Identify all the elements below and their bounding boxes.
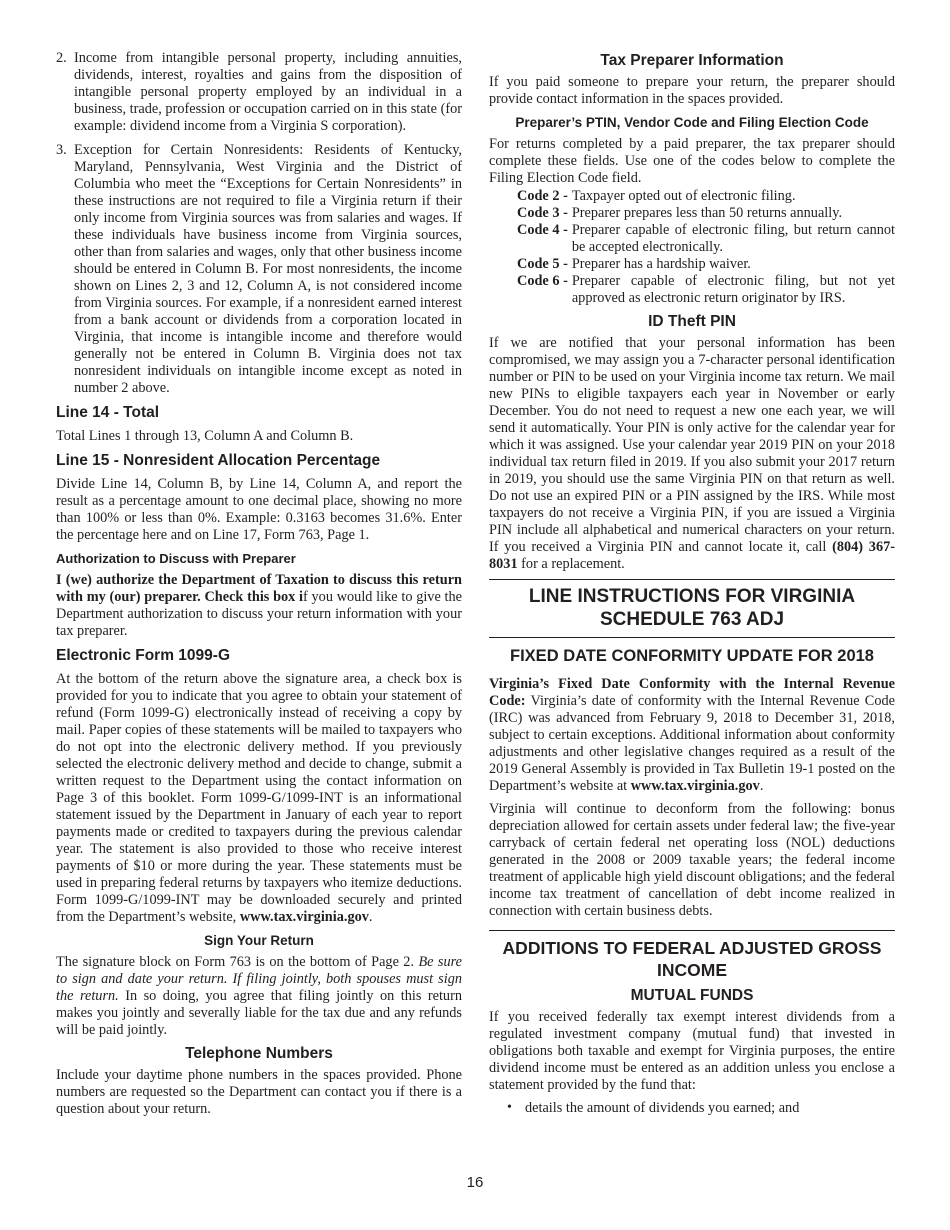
list-item-2	[56, 50, 462, 135]
idtheft-text	[489, 335, 895, 573]
conformity-bold: Virginia’s Fixed Date Conformity with the Internal Revenue Code:	[489, 676, 895, 709]
form1099g-end: .	[368, 909, 373, 925]
code-list	[517, 188, 895, 307]
idtheft-body: If we are notified that your personal information has been compromised, we may assign you a 7-character personal identification number or PIN to be used on your Virginia income tax return. We mail new PINs to eligible taxpayers each year in November or early December. You do not need to request a new one each year, we will send it automatically. Your PIN is only active for the calendar year for which it was assigned. Use your calendar year 2019 PIN on your 2018 individual tax return filed in 2019. If you also submit your 2017 return in 2019, you should use the same Virginia PIN on that return as well. Do not use an expired PIN or a PIN assigned by the IRS. While most taxpayers do not receive a Virginia PIN, if you are issued a Virginia PIN include all alphabetical and numerical characters on your return. If you received a Virginia PIN and cannot locate it, call	[489, 335, 895, 555]
preparer-heading: Tax Preparer Information	[600, 52, 784, 69]
sign-body-2: In so doing, you agree that filing jointly on this return makes you jointly and severally liable for the tax due and any refunds will be paid jointly.	[56, 988, 462, 1038]
code-item	[517, 188, 895, 205]
sign-heading: Sign Your Return	[204, 933, 314, 948]
line14-text: Total Lines 1 through 13, Column A and Column B.	[56, 428, 354, 444]
form1099g-body: At the bottom of the return above the signature area, a check box is provided for you to indicate that you agree to obtain your statement of refund (Form 1099-G) electronically instead of receiving a copy by mail. Paper copies of these statements will be mailed to taxpayers who do not opt into the electronic delivery method. If you previously selected the electronic delivery method and decide to change, submit a written request to the Department using the contact information on Page 3 of this booklet. Form 1099-G/1099-INT is an informational statement issued by the Department in January of each year to report payments made or credited to taxpayers during the previous calendar year. The statement is also provided to those who receive interest payments of $10 or more during the year. These statements must be used in preparing federal returns by taxpayers who itemize deductions. Form 1099-G/1099-INT may be downloaded securely and printed from the Department’s website,	[56, 671, 462, 925]
code-item	[517, 256, 895, 273]
conformity-body: Virginia’s date of conformity with the Internal Revenue Code (IRC) was advanced from February 9, 2018 to December 31, 2018, subject to certain exceptions. Additional information about conformity adjustments and other legislative changes required as a result of the 2019 General Assembly is provided in Tax Bulletin 19-1 posted on the Department’s website at	[489, 693, 895, 794]
sign-body-1: The signature block on Form 763 is on the bottom of Page 2.	[56, 954, 419, 970]
line15-text: Divide Line 14, Column B, by Line 14, Column A, and report the result as a percentage amount to one decimal place, showing no more than 100% or less than 0%. Example: 0.3163 becomes 31.6%. Enter the percentage here and on Line 17, Form 763, Page 1.	[56, 476, 462, 543]
code-item	[517, 222, 895, 256]
ptin-heading: Preparer’s PTIN, Vendor Code and Filing Election Code	[515, 115, 869, 130]
list-item-text: Exception for Certain Nonresidents: Residents of Kentucky, Maryland, Pennsylvania, West Virginia and the District of Columbia who meet the “Exceptions for Certain Nonresidents” in these instructions are not required to file a Virginia return if their only income from Virginia sources was from salaries and wages. If these individuals have business income from Virginia sources, other than from salaries and wages, only that other business income should be entered in Column B. For most nonresidents, the income shown on Lines 2, 3 and 12, Column A, is not considered income from Virginia sources. For example, if a nonresident earned interest from a bank account or dividends from a corporation located in Virginia, that income is intangible income and therefore would generally not be entered in Column B. Virginia does not tax nonresident individuals on intangible income except as noted in number 2 above.	[74, 142, 462, 396]
phone-number: (804) 367-8031	[489, 539, 895, 572]
ptin-text: For returns completed by a paid preparer, the tax preparer should complete these fields. Use one of the codes below to complete the Filing Election Code field.	[489, 136, 895, 186]
divider	[489, 930, 895, 931]
website-link[interactable]: www.tax.virginia.gov	[630, 778, 760, 794]
authorization-rest: f you would like to give the Department authorization to discuss your return information with your tax preparer.	[56, 589, 462, 639]
phone-text: Include your daytime phone numbers in the spaces provided. Phone numbers are requested so the Department can contact you if there is a question about your return.	[56, 1067, 462, 1117]
form1099g-text	[56, 671, 462, 926]
code-label: Code 6 -	[517, 273, 568, 289]
list-item-text: Income from intangible personal property, including annuities, dividends, interest, royalties and gains from the disposition of intangible personal property employed by an individual in a business, trade, profession or occupation carried on in this state (for example: dividend income from a Virginia S corporation).	[74, 50, 462, 134]
sign-text	[56, 954, 462, 1039]
line15-heading: Line 15 - Nonresident Allocation Percentage	[56, 452, 381, 469]
bullet-text: details the amount of dividends you earned; and	[525, 1100, 800, 1116]
page-number: 16	[466, 1174, 484, 1191]
mutual-funds-heading: MUTUAL FUNDS	[630, 987, 754, 1004]
authorization-text	[56, 572, 462, 640]
code-label: Code 3 -	[517, 205, 568, 221]
left-column	[56, 50, 462, 1124]
code-label: Code 2 -	[517, 188, 568, 204]
divider	[489, 637, 895, 638]
mutual-funds-text: If you received federally tax exempt interest dividends from a regulated investment company (mutual fund) that invested in obligations both taxable and exempt for Virginia purposes, the entire dividend income must be entered as an addition unless you enclose a statement provided by the fund that:	[489, 1009, 895, 1093]
authorization-bold: I (we) authorize the Department of Taxation to discuss this return with my (our) preparer. Check this box i	[56, 572, 462, 605]
list-item-3	[56, 142, 462, 397]
list-item	[507, 1100, 895, 1117]
website-link[interactable]: www.tax.virginia.gov	[239, 909, 369, 925]
conformity-end: .	[759, 778, 764, 794]
form1099g-heading: Electronic Form 1099-G	[56, 647, 231, 664]
code-item	[517, 205, 895, 222]
list-number: 3.	[56, 142, 67, 158]
conformity-text	[489, 676, 895, 795]
code-item	[517, 273, 895, 307]
preparer-text: If you paid someone to prepare your return, the preparer should provide contact information in the spaces provided.	[489, 74, 895, 107]
line14-heading: Line 14 - Total	[56, 404, 160, 421]
schedule-title-line2: SCHEDULE 763 ADJ	[599, 609, 785, 630]
code-desc: Preparer capable of electronic filing, but return cannot be accepted electronically.	[571, 222, 895, 255]
code-label: Code 5 -	[517, 256, 568, 272]
schedule-title-line1: LINE INSTRUCTIONS FOR VIRGINIA	[528, 586, 856, 607]
authorization-heading: Authorization to Discuss with Preparer	[56, 551, 296, 566]
divider	[489, 579, 895, 580]
code-desc: Preparer has a hardship waiver.	[571, 256, 751, 272]
deconform-text: Virginia will continue to deconform from the following: bonus depreciation allowed for certain assets under federal law; the five-year carryback of certain federal net operating loss (NOL) deductions generated in the 2008 or 2009 taxable years; the federal income treatment of applicable high yield discount obligations; and the federal income tax treatment of cancellation of debt income realized in connection with certain business debts.	[489, 801, 895, 919]
idtheft-heading: ID Theft PIN	[648, 313, 736, 330]
code-desc: Preparer capable of electronic filing, but not yet approved as electronic return originator by IRS.	[571, 273, 895, 306]
list-number: 2.	[56, 50, 67, 66]
additions-heading: ADDITIONS TO FEDERAL ADJUSTED GROSS INCOME	[502, 938, 882, 980]
right-column	[489, 50, 895, 1117]
sign-italic: Be sure to sign and date your return. If filing jointly, both spouses must sign the return.	[56, 954, 462, 1004]
phone-heading: Telephone Numbers	[185, 1045, 333, 1062]
code-label: Code 4 -	[517, 222, 568, 238]
code-desc: Taxpayer opted out of electronic filing.	[571, 188, 796, 204]
idtheft-end: for a replacement.	[517, 556, 625, 572]
code-desc: Preparer prepares less than 50 returns annually.	[571, 205, 843, 221]
bullet-icon: •	[507, 1100, 512, 1115]
conformity-heading: FIXED DATE CONFORMITY UPDATE FOR 2018	[510, 647, 874, 665]
